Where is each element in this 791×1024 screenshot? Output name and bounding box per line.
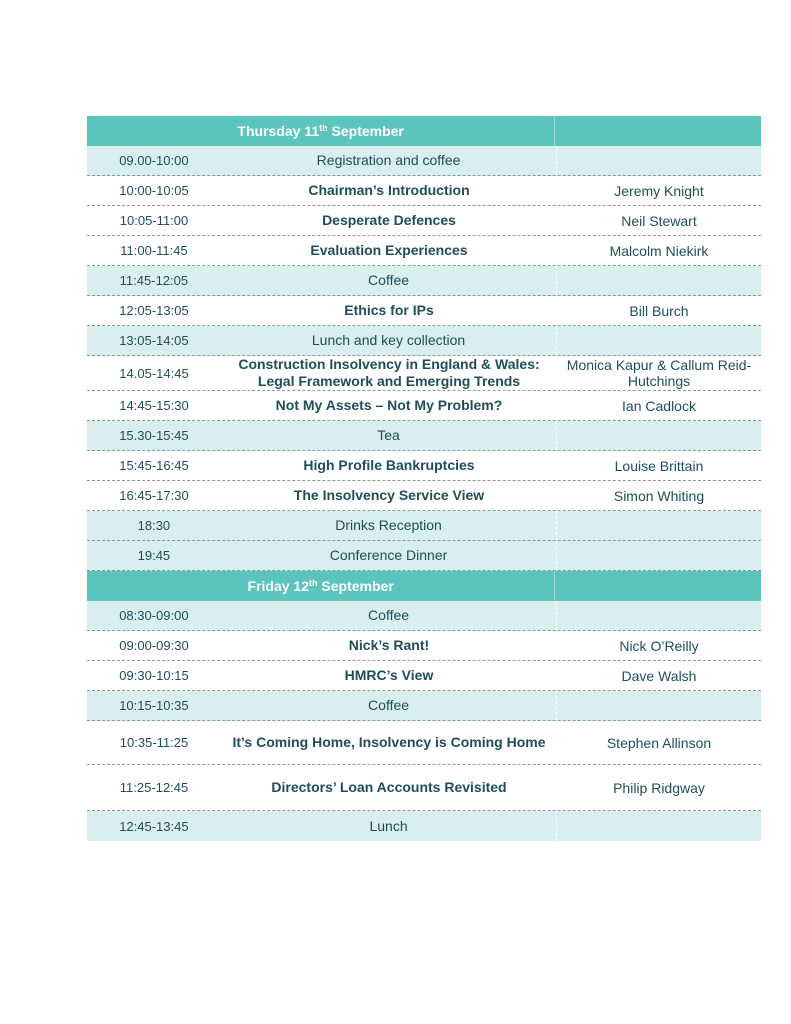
session-speaker [556,541,761,570]
session-speaker: Dave Walsh [621,667,697,684]
schedule-row [87,691,761,721]
session-time: 15:45-16:45 [119,458,189,473]
session-speaker [556,691,761,720]
session-time: 18:30 [137,518,171,533]
session-time: 14:45-15:30 [119,398,189,413]
session-speaker: Jeremy Knight [614,182,704,199]
session-speaker [556,326,761,355]
session-title: High Profile Bankruptcies [303,457,475,473]
day-header-thursday [87,116,761,146]
session-speaker: Simon Whiting [613,487,705,504]
conference-schedule-table [87,116,761,841]
schedule-row [87,296,761,326]
session-title: The Insolvency Service View [293,487,485,503]
schedule-row [87,541,761,571]
session-title: Drinks Reception [335,517,442,533]
session-time: 12:05-13:05 [119,303,189,318]
session-time: 11:00-11:45 [120,243,188,258]
session-title: Evaluation Experiences [310,242,468,258]
session-title: It’s Coming Home, Insolvency is Coming Home [232,734,546,750]
session-time: 09:30-10:15 [119,668,189,683]
session-speaker [556,811,761,841]
session-time: 10:35-11:25 [119,735,189,750]
session-title: Ethics for IPs [344,302,434,318]
session-title: HMRC’s View [344,667,434,683]
session-time: 09:00-09:30 [119,638,189,653]
session-title: Lunch and key collection [311,332,466,348]
schedule-row [87,206,761,236]
schedule-row [87,511,761,541]
session-title: Registration and coffee [316,152,461,168]
session-title: Coffee [368,607,410,623]
schedule-row [87,326,761,356]
session-title: Directors’ Loan Accounts Revisited [271,779,507,795]
session-speaker: Neil Stewart [621,212,697,229]
session-time: 10:15-10:35 [119,698,189,713]
session-title: Construction Insolvency in England & Wales: Legal Framework and Emerging Trends [238,356,540,389]
session-speaker [556,146,761,175]
session-speaker: Ian Cadlock [622,397,696,414]
session-speaker [556,266,761,295]
day-title: Friday 12th September [247,578,394,594]
session-speaker: Bill Burch [629,302,689,319]
schedule-row [87,481,761,511]
session-title: Chairman’s Introduction [308,182,470,198]
schedule-row [87,811,761,841]
session-time: 11:25-12:45 [119,780,189,795]
session-speaker: Nick O’Reilly [619,637,699,654]
schedule-row [87,356,761,391]
schedule-row [87,421,761,451]
schedule-row [87,765,761,811]
session-speaker [556,421,761,450]
session-time: 10:05-11:00 [119,213,189,228]
schedule-row [87,176,761,206]
session-title: Nick’s Rant! [348,637,430,653]
schedule-row [87,631,761,661]
session-time: 16:45-17:30 [119,488,189,503]
session-title: Tea [377,427,400,443]
session-speaker: Philip Ridgway [613,779,705,796]
schedule-row [87,146,761,176]
session-speaker [556,601,761,630]
session-time: 08:30-09:00 [119,608,189,623]
schedule-row [87,236,761,266]
session-speaker: Malcolm Niekirk [609,242,709,259]
schedule-row [87,601,761,631]
schedule-row [87,661,761,691]
session-time: 14.05-14:45 [119,365,189,381]
day-title: Thursday 11th September [237,123,404,139]
session-speaker [556,511,761,540]
schedule-row [87,721,761,765]
session-title: Lunch [369,817,408,834]
session-title: Coffee [368,272,410,288]
schedule-row [87,391,761,421]
session-time: 11:45-12:05 [119,273,189,288]
schedule-row [87,266,761,296]
session-title: Not My Assets – Not My Problem? [275,397,503,413]
session-speaker: Stephen Allinson [606,734,712,751]
session-time: 19:45 [137,548,171,563]
session-speaker: Monica Kapur & Callum Reid-Hutchings [566,357,752,389]
session-title: Desperate Defences [322,212,456,228]
day-header-friday [87,571,761,601]
session-time: 13:05-14:05 [119,333,189,348]
session-time: 10:00-10:05 [119,183,189,198]
session-time: 09.00-10:00 [119,153,189,168]
session-speaker: Louise Brittain [614,457,704,474]
session-time: 15.30-15:45 [119,428,189,443]
schedule-row [87,451,761,481]
session-time: 12:45-13:45 [119,818,189,834]
session-title: Conference Dinner [329,547,448,563]
session-title: Coffee [368,697,410,713]
